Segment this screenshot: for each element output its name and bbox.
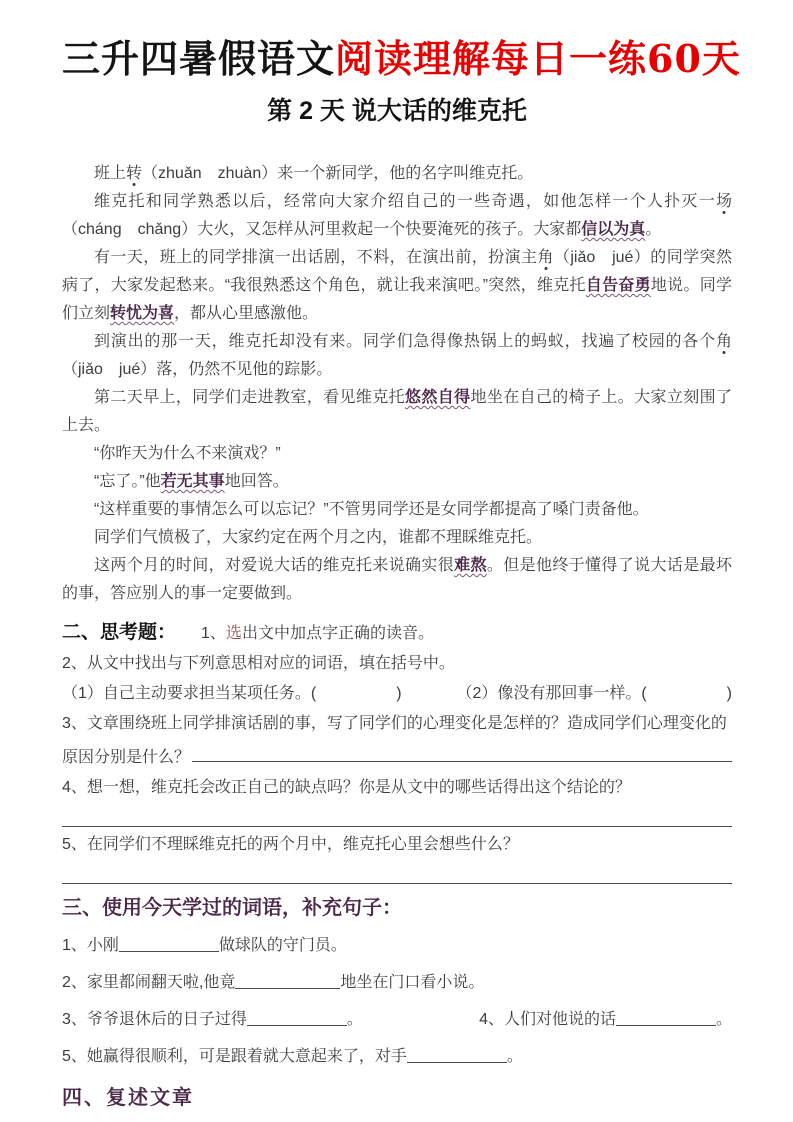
text-run: 做球队的守门员。	[218, 937, 347, 954]
question-2-sub-1: （1）自己主动要求担当某项任务。( )	[62, 685, 402, 702]
text-run: 同学们气愤极了，大家约定在两个月之内，谁都不理睬维克托。	[94, 529, 543, 546]
fill-in-blank	[616, 1009, 716, 1026]
text-run: 3、爷爷退休后的日子过得	[62, 1011, 247, 1028]
section-questions	[62, 618, 732, 884]
dotted-char: 角	[537, 249, 554, 266]
story-paragraph	[62, 440, 732, 468]
fill-in-blank	[407, 1046, 507, 1063]
sentence-row	[62, 933, 732, 959]
story-paragraph	[62, 244, 732, 328]
page-title	[62, 34, 741, 84]
highlighted-idiom: 自告奋勇	[585, 277, 651, 294]
question-1-text: 出文中加点字正确的读音。	[241, 625, 434, 642]
fill-in-blank	[119, 935, 219, 952]
fill-blank-sentence	[62, 1007, 363, 1033]
highlighted-idiom: 悠然自得	[404, 389, 471, 406]
text-run: （zhuǎn zhuàn）来一个新同学，他的名字叫维克托。	[142, 165, 534, 182]
dotted-char: 场	[715, 193, 732, 210]
fill-blank-sentence	[62, 974, 484, 991]
story-paragraph	[62, 160, 732, 188]
story-paragraph	[62, 552, 732, 608]
text-run: 有一天，班上的同学排演一出话剧，不料，在演出前，扮演主	[94, 249, 538, 266]
text-run: 这两个月的时间，对爱说大话的维克托来说确实很	[94, 557, 455, 574]
sentence-row	[62, 1044, 732, 1070]
text-run: ，都从心里感激他。	[174, 305, 319, 322]
question-3-text: 原因分别是什么？	[62, 749, 191, 766]
question-1	[201, 625, 434, 642]
story-paragraph	[62, 496, 732, 524]
sentence-row	[62, 970, 732, 996]
text-run: 地说。同学们立刻	[62, 277, 732, 322]
question-1-row	[62, 618, 732, 649]
highlighted-idiom: 若无其事	[160, 473, 225, 490]
text-run: 。	[715, 1011, 732, 1028]
page-title-red: 阅读理解每日一练60天	[335, 36, 741, 81]
text-run: 2、家里都闹翻天啦,他竟	[62, 974, 236, 991]
text-run: 第二天早上，同学们走进教室，看见维克托	[94, 389, 405, 406]
text-run: 到演出的那一天，维克托却没有来。同学们急得像热锅上的蚂蚁，找遍了校园的各个	[94, 333, 716, 350]
answer-line	[62, 803, 732, 827]
text-run: 1、小刚	[62, 937, 119, 954]
question-1-highlight-char: 选	[225, 625, 242, 642]
highlighted-idiom: 转忧为喜	[110, 305, 175, 322]
text-run: 。	[506, 1048, 523, 1065]
story-paragraph	[62, 328, 732, 384]
text-run: 维克托和同学熟悉以后，经常向大家介绍自己的一些奇遇，如他怎样一个人扑灭一	[94, 193, 716, 210]
story-paragraph	[62, 188, 732, 244]
answer-line	[192, 739, 732, 762]
story-paragraph	[62, 384, 732, 440]
text-run: 。	[346, 1011, 363, 1028]
question-5: 5、在同学们不理睬维克托的两个月中，维克托心里会想些什么？	[62, 836, 519, 853]
fill-blank-sentence	[62, 1048, 523, 1065]
text-run: 地坐在自己的椅子上。大家立刻围了上去。	[62, 389, 732, 434]
text-run: 地坐在门口看小说。	[340, 974, 485, 991]
lesson-title: 第 2 天 说大话的维克托	[267, 97, 527, 125]
text-run: 地回答。	[224, 473, 289, 490]
question-2-sub-row	[62, 679, 732, 709]
sentence-row	[62, 1007, 732, 1033]
story-paragraph	[62, 468, 732, 496]
text-run: 5、她赢得很顺利，可是跟着就大意起来了，对手	[62, 1048, 407, 1065]
question-4: 4、想一想，维克托会改正自己的缺点吗？你是从文中的哪些话得出这个结论的？	[62, 779, 631, 796]
text-run: 班上	[94, 165, 127, 182]
question-2: 2、从文中找出与下列意思相对应的词语，填在括号中。	[62, 655, 455, 672]
text-run: “这样重要的事情怎么可以忘记？”不管男同学还是女同学都提高了嗓门责备他。	[94, 501, 649, 518]
text-run: “你昨天为什么不来演戏？”	[94, 445, 281, 462]
dotted-char: 转	[126, 165, 143, 182]
text-run: 。	[645, 221, 662, 238]
question-2-sub-2: （2）像没有那回事一样。( )	[456, 685, 732, 702]
highlighted-idiom: 信以为真	[581, 221, 646, 238]
section-sentence-completion	[62, 894, 732, 1070]
text-run: “忘了。”他	[94, 473, 161, 490]
sentence-completion-list	[62, 933, 732, 1070]
highlighted-idiom: 难熬	[454, 557, 487, 574]
question-3-line2	[62, 739, 732, 773]
text-run: （cháng chǎng）大火，又怎样从河里救起一个快要淹死的孩子。大家都	[62, 221, 582, 238]
fill-blank-sentence	[479, 1007, 732, 1033]
question-1-number: 1、	[201, 625, 226, 642]
section4-heading: 四、复述文章	[62, 1087, 194, 1109]
text-run: 4、人们对他说的话	[479, 1011, 616, 1028]
fill-in-blank	[247, 1009, 347, 1026]
story-text	[62, 160, 732, 608]
fill-in-blank	[235, 972, 340, 989]
text-run: （jiǎo jué）的同学突然病了，大家发起愁来。“我很熟悉这个角色，就让我来演吧。”突然，维克托	[62, 249, 732, 294]
text-run: （jiǎo jué）落，仍然不见他的踪影。	[62, 361, 333, 378]
dotted-char: 角	[715, 333, 732, 350]
section2-heading: 二、思考题：	[62, 622, 177, 643]
text-run: 。但是他终于懂得了说大话是最坏的事，答应别人的事一定要做到。	[62, 557, 732, 602]
page-title-black: 三升四暑假语文	[62, 36, 336, 81]
section3-heading: 三、使用今天学过的词语，补充句子：	[62, 897, 402, 919]
fill-blank-sentence	[62, 937, 347, 954]
answer-line	[62, 860, 732, 884]
question-3-line1: 3、文章围绕班上同学排演话剧的事，写了同学们的心理变化是怎样的？造成同学们心理变化的	[62, 715, 727, 732]
story-paragraph	[62, 524, 732, 552]
